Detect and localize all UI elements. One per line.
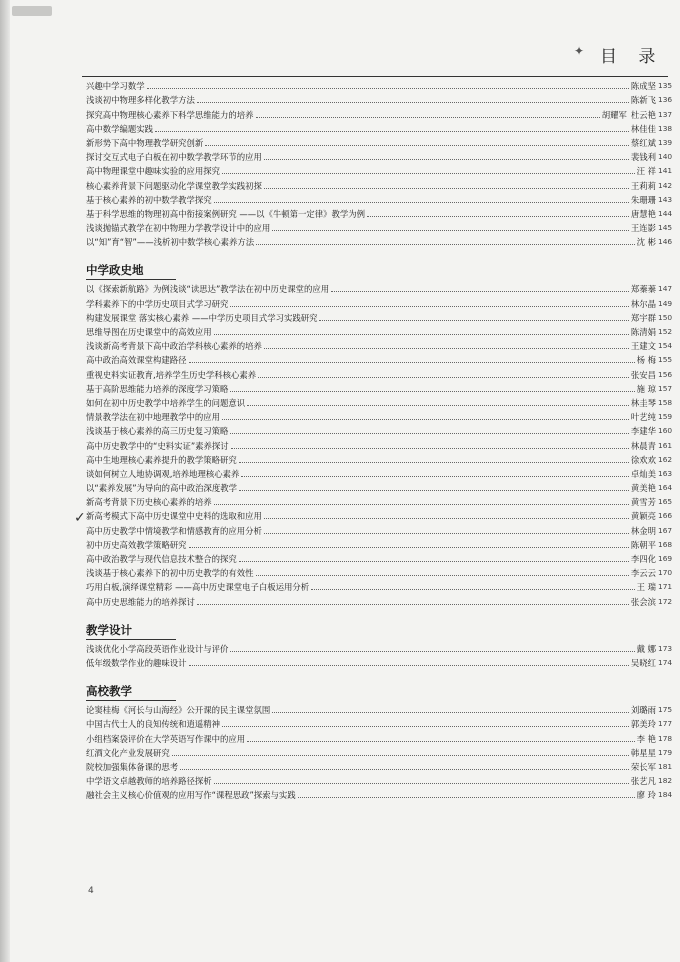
dot-leader	[230, 433, 629, 434]
dot-leader	[272, 230, 629, 231]
entry-page-number: 172	[658, 596, 673, 606]
dot-leader	[222, 173, 635, 174]
toc-entry[interactable]	[86, 717, 680, 731]
entry-title: 浅谈初中物理多样化教学方法	[86, 95, 195, 106]
entry-page-number: 145	[658, 223, 673, 233]
dot-leader	[205, 145, 629, 146]
entry-page-number: 166	[658, 511, 673, 521]
section-heading: 中学政史地	[86, 261, 176, 280]
entry-author: 林金明	[630, 525, 656, 536]
entry-author: 林圭琴	[630, 397, 656, 408]
toc-entry[interactable]	[86, 367, 680, 381]
toc-entry[interactable]	[86, 538, 680, 552]
entry-page-number: 156	[658, 369, 673, 379]
header-divider	[82, 76, 668, 77]
toc-entry[interactable]	[86, 788, 680, 802]
entry-page-number: 159	[658, 412, 673, 422]
entry-title: 浅谈新高考背景下高中政治学科核心素养的培养	[86, 341, 262, 352]
entry-page-number: 144	[658, 208, 673, 218]
entry-page-number: 177	[658, 719, 673, 729]
dot-leader	[256, 244, 634, 245]
dot-leader	[256, 117, 600, 118]
entry-page-number: 149	[658, 298, 673, 308]
toc-section	[86, 682, 680, 802]
toc-entry[interactable]	[86, 703, 680, 717]
entry-title: 基于科学思维的物理初高中衔接案例研究 ——以《牛顿第一定律》教学为例	[86, 208, 366, 219]
entry-title: 红酒文化产业发展研究	[86, 747, 170, 758]
toc-entry[interactable]	[86, 164, 680, 178]
toc-entry[interactable]	[86, 339, 680, 353]
scan-artifact	[12, 6, 52, 16]
entry-author: 李建华	[630, 426, 656, 437]
entry-author: 陈成坚	[630, 81, 656, 92]
dot-leader	[230, 651, 634, 652]
entry-title: 低年级数学作业的趣味设计	[86, 657, 187, 668]
toc-entry[interactable]	[86, 453, 680, 467]
toc-entry[interactable]	[86, 136, 680, 150]
entry-author: 荣长军	[630, 761, 656, 772]
entry-title: 学科素养下的中学历史项目式学习研究	[86, 298, 229, 309]
entry-page-number: 184	[658, 790, 673, 800]
toc-entry[interactable]	[86, 774, 680, 788]
entry-author: 卓灿美	[630, 468, 656, 479]
toc-entry[interactable]	[86, 410, 680, 424]
entry-author: 黄颖亮	[630, 511, 656, 522]
entry-author: 叶艺纯	[630, 412, 656, 423]
entry-author: 戴 娜	[636, 643, 656, 654]
toc-entry[interactable]	[86, 193, 680, 207]
entry-title: 以《探索新航路》为例浅谈“读思达”教学法在初中历史课堂的应用	[86, 284, 330, 295]
entry-page-number: 171	[658, 582, 673, 592]
dot-leader	[241, 476, 628, 477]
dot-leader	[247, 741, 634, 742]
entry-author: 陈新飞	[630, 95, 656, 106]
entry-author: 施 琼	[636, 383, 656, 394]
entry-author: 张艺凡	[630, 776, 656, 787]
entry-title: 浅谈基于核心素养的高三历史复习策略	[86, 426, 229, 437]
page-number: 4	[88, 886, 94, 896]
entry-author: 李 艳	[636, 733, 656, 744]
toc-entry[interactable]	[86, 424, 680, 438]
toc-section	[86, 261, 680, 608]
handwritten-check-icon: ✓	[74, 510, 86, 526]
dot-leader	[214, 334, 629, 335]
dot-leader	[189, 362, 635, 363]
entry-title: 浅谈抛锚式教学在初中物理力学教学设计中的应用	[86, 223, 271, 234]
entry-title: 如何在初中历史教学中培养学生的问题意识	[86, 397, 246, 408]
toc-entry[interactable]	[86, 594, 680, 608]
dot-leader	[264, 159, 629, 160]
toc-entry[interactable]	[86, 746, 680, 760]
entry-author: 廖 玲	[636, 790, 656, 801]
entry-title: 初中历史高效教学策略研究	[86, 539, 187, 550]
entry-author: 黄美艳	[630, 483, 656, 494]
toc-entry[interactable]	[86, 509, 680, 523]
entry-author: 王莉莉	[630, 180, 656, 191]
entry-author: 韩星星	[630, 747, 656, 758]
entry-author: 朱珊珊	[630, 194, 656, 205]
entry-title: 论窦桂梅《河长与山海经》公开课的民主课堂氛围	[86, 705, 271, 716]
entry-title: 融社会主义核心价值观的应用写作“课程思政”探索与实践	[86, 790, 296, 801]
entry-author: 王 瑞	[636, 582, 656, 593]
entry-title: 情景教学法在初中地理教学中的应用	[86, 412, 220, 423]
entry-page-number: 142	[658, 180, 673, 190]
entry-page-number: 152	[658, 327, 673, 336]
entry-page-number: 141	[658, 166, 673, 176]
toc-entry[interactable]	[86, 221, 680, 235]
dot-leader	[172, 755, 629, 756]
dot-leader	[264, 188, 629, 189]
toc-entry[interactable]	[86, 467, 680, 481]
entry-page-number: 162	[658, 454, 673, 464]
toc-entry[interactable]	[86, 656, 680, 670]
entry-title: 高中数学编题实践	[86, 123, 153, 134]
entry-title: 高中物理课堂中趣味实验的应用探究	[86, 166, 220, 177]
entry-page-number: 179	[658, 747, 673, 757]
entry-title: 院校加强集体备课的思考	[86, 761, 179, 772]
dot-leader	[214, 504, 629, 505]
section-heading: 高校教学	[86, 682, 176, 701]
entry-title: 构建发展课堂 落实核心素养 ——中学历史项目式学习实践研究	[86, 312, 318, 323]
entry-page-number: 139	[658, 137, 673, 147]
toc-entry[interactable]	[86, 760, 680, 774]
entry-author: 杨 梅	[636, 355, 656, 366]
toc-entry[interactable]	[86, 150, 680, 164]
page-title: 目 录	[600, 47, 664, 67]
dot-leader	[239, 462, 629, 463]
entry-page-number: 168	[658, 539, 673, 549]
dot-leader	[180, 769, 629, 770]
dot-leader	[264, 348, 629, 349]
dot-leader	[155, 131, 629, 132]
entry-title: 基于核心素养的初中数学教学探究	[86, 194, 212, 205]
entry-title: 探讨交互式电子白板在初中数学教学环节的应用	[86, 152, 262, 163]
toc-entry[interactable]	[86, 382, 680, 396]
entry-title: 核心素养背景下问题驱动化学课堂教学实践初探	[86, 180, 262, 191]
entry-title: 以“知”育“智”——浅析初中数学核心素养方法	[86, 237, 255, 248]
entry-page-number: 135	[658, 81, 673, 91]
dot-leader	[256, 575, 629, 576]
entry-page-number: 165	[658, 497, 673, 507]
dot-leader	[189, 547, 629, 548]
dot-leader	[197, 604, 629, 605]
dot-leader	[239, 561, 629, 562]
entry-page-number: 147	[658, 284, 673, 294]
toc-entry[interactable]	[86, 207, 680, 221]
entry-author: 蔡红斌	[630, 137, 656, 148]
dot-leader	[331, 291, 629, 292]
entry-author: 汪 祥	[636, 166, 656, 177]
entry-page-number: 175	[658, 705, 673, 715]
toc-entry[interactable]	[86, 731, 680, 745]
entry-page-number: 155	[658, 355, 673, 365]
dot-leader	[222, 726, 629, 727]
entry-author: 吴晓红	[630, 657, 656, 668]
dot-leader	[272, 712, 629, 713]
entry-author: 林晨青	[630, 440, 656, 451]
toc-entry[interactable]	[86, 178, 680, 192]
entry-page-number: 174	[658, 657, 673, 667]
entry-page-number: 178	[658, 733, 673, 743]
entry-page-number: 140	[658, 152, 673, 162]
toc-section	[86, 79, 680, 249]
entry-author: 李云云	[630, 568, 656, 579]
entry-page-number: 154	[658, 341, 673, 351]
entry-author: 郭美玲	[630, 719, 656, 730]
entry-title: 浅谈优化小学高段英语作业设计与评价	[86, 643, 229, 654]
entry-title: 高中生地理核心素养提升的教学策略研究	[86, 454, 237, 465]
entry-page-number: 143	[658, 194, 673, 204]
dot-leader	[214, 202, 629, 203]
entry-author: 徐欢欢	[630, 454, 656, 465]
dot-leader	[230, 391, 634, 392]
entry-author: 王建文	[630, 341, 656, 352]
entry-author: 张会滨	[630, 596, 656, 607]
entry-page-number: 138	[658, 123, 673, 133]
entry-title: 探究高中物理核心素养下科学思维能力的培养	[86, 109, 254, 120]
dot-leader	[230, 306, 629, 307]
entry-title: 高中历史教学中情境教学和情感教育的应用分析	[86, 525, 262, 536]
dot-leader	[222, 419, 629, 420]
toc-entry[interactable]	[86, 523, 680, 537]
entry-title: 新高考模式下高中历史课堂中史料的选取和应用	[86, 511, 262, 522]
toc-entry[interactable]	[86, 580, 680, 594]
entry-title: 高中历史思维能力的培养探讨	[86, 596, 195, 607]
dot-leader	[258, 377, 629, 378]
toc-entry[interactable]	[86, 282, 680, 296]
scan-edge	[0, 0, 10, 962]
toc-entry[interactable]	[86, 353, 680, 367]
entry-author: 陈朝平	[630, 539, 656, 550]
entry-page-number: 157	[658, 383, 673, 393]
toc-entry[interactable]	[86, 325, 680, 339]
table-of-contents	[86, 79, 680, 802]
toc-section	[86, 621, 680, 670]
dot-leader	[298, 797, 635, 798]
entry-title: 谈如何树立人地协调观,培养地理核心素养	[86, 468, 240, 479]
toc-entry[interactable]	[86, 122, 680, 136]
entry-page-number: 136	[658, 95, 673, 105]
dot-leader	[231, 448, 629, 449]
toc-entry[interactable]	[86, 495, 680, 509]
entry-title: 浅谈基于核心素养下的初中历史教学的有效性	[86, 568, 254, 579]
entry-coauthor: 胡耀军	[601, 109, 627, 120]
entry-author: 沈 彬	[636, 237, 656, 248]
entry-page-number: 160	[658, 426, 673, 436]
dot-leader	[311, 589, 635, 590]
toc-entry[interactable]	[86, 79, 680, 93]
entry-page-number: 169	[658, 554, 673, 563]
entry-author: 林尔晶	[630, 298, 656, 309]
toc-entry[interactable]	[86, 311, 680, 325]
toc-entry[interactable]	[86, 93, 680, 107]
toc-entry[interactable]	[86, 296, 680, 310]
dot-leader	[189, 665, 629, 666]
toc-entry[interactable]	[86, 396, 680, 410]
entry-author: 黄雪芳	[630, 497, 656, 508]
entry-title: 兴趣中学习数学	[86, 81, 145, 92]
entry-title: 新高考背景下历史核心素养的培养	[86, 497, 212, 508]
entry-title: 小组档案袋评价在大学英语写作课中的应用	[86, 733, 246, 744]
entry-page-number: 161	[658, 440, 673, 450]
entry-page-number: 158	[658, 397, 673, 407]
star-icon: ✦	[574, 44, 585, 58]
toc-entry[interactable]	[86, 107, 680, 121]
entry-title: 高中政治教学与现代信息技术整合的探究	[86, 554, 237, 564]
entry-author: 裴钱利	[630, 152, 656, 163]
entry-page-number: 181	[658, 761, 673, 771]
dot-leader	[264, 518, 629, 519]
dot-leader	[247, 405, 629, 406]
entry-title: 高中政治高效课堂构建路径	[86, 355, 187, 366]
entry-page-number: 146	[658, 237, 673, 247]
dot-leader	[319, 320, 628, 321]
dot-leader	[367, 216, 629, 217]
entry-title: 思维导图在历史课堂中的高效应用	[86, 327, 212, 337]
entry-author: 张安昌	[630, 369, 656, 380]
dot-leader	[147, 88, 629, 89]
entry-page-number: 163	[658, 468, 673, 478]
entry-author: 陈清娟	[630, 327, 656, 337]
entry-author: 林佳佳	[630, 123, 656, 134]
entry-author: 李四化	[630, 554, 656, 564]
dot-leader	[197, 102, 629, 103]
entry-page-number: 150	[658, 312, 673, 322]
entry-page-number: 170	[658, 568, 673, 578]
entry-page-number: 173	[658, 643, 673, 653]
entry-page-number: 164	[658, 483, 673, 493]
entry-author: 刘璐雨	[630, 705, 656, 716]
entry-author: 王连影	[630, 223, 656, 234]
dot-leader	[239, 490, 629, 491]
section-heading: 教学设计	[86, 621, 176, 640]
entry-title: 高中历史教学中的“史料实证”素养探讨	[86, 440, 229, 451]
entry-title: 中国古代士人的良知传统和逍遥精神	[86, 719, 220, 730]
entry-title: 中学语文卓越教师的培养路径探析	[86, 776, 212, 787]
toc-entry[interactable]	[86, 566, 680, 580]
entry-title: 重视史料实证教育,培养学生历史学科核心素养	[86, 369, 257, 380]
entry-title: 以“素养发展”为导向的高中政治深度教学	[86, 483, 238, 494]
toc-entry[interactable]	[86, 642, 680, 656]
entry-title: 巧用白板,演绎课堂精彩 ——高中历史课堂电子白板运用分析	[86, 582, 310, 593]
entry-author: 杜云艳	[630, 109, 656, 120]
entry-title: 基于高阶思维能力培养的深度学习策略	[86, 383, 229, 394]
entry-page-number: 182	[658, 776, 673, 786]
entry-page-number: 137	[658, 109, 673, 119]
entry-author: 郑蓁蓁	[630, 284, 656, 295]
entry-page-number: 167	[658, 525, 673, 535]
toc-entry[interactable]	[86, 552, 680, 566]
dot-leader	[264, 533, 629, 534]
entry-author: 郑宇群	[630, 312, 656, 323]
dot-leader	[214, 783, 629, 784]
toc-entry[interactable]	[86, 438, 680, 452]
toc-entry[interactable]	[86, 481, 680, 495]
entry-title: 新形势下高中物理教学研究创新	[86, 137, 204, 148]
entry-author: 唐慧艳	[630, 208, 656, 219]
toc-entry[interactable]	[86, 235, 680, 249]
